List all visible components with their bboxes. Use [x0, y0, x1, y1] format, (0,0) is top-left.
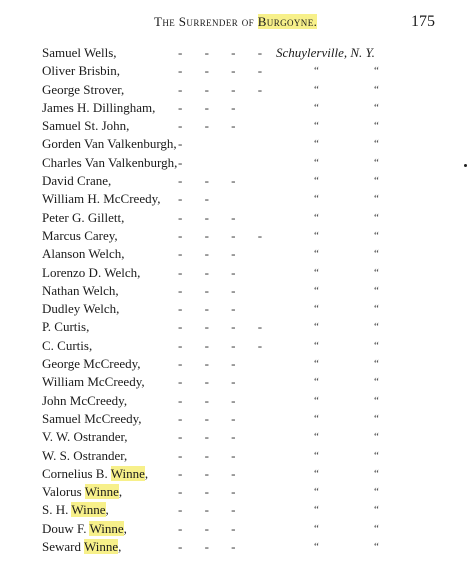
leader-dashes: - - -: [178, 392, 237, 408]
ditto-mark: “: [374, 541, 379, 554]
ditto-mark: “: [374, 193, 379, 206]
person-name-text: David Crane,: [42, 173, 112, 189]
ditto-mark: “: [314, 120, 319, 133]
list-row: [0, 227, 470, 245]
leader-dashes: - - -: [178, 465, 237, 481]
person-name: [42, 483, 122, 501]
ditto-mark: “: [374, 266, 379, 279]
person-name: [42, 465, 148, 483]
person-name: [42, 392, 127, 410]
ditto-mark: “: [374, 394, 379, 407]
leader-dashes: - - - -: [178, 81, 264, 97]
person-name: [42, 264, 140, 282]
ditto-mark: “: [314, 358, 319, 371]
ditto-mark: “: [314, 504, 319, 517]
print-speck: [464, 164, 467, 167]
list-row: [0, 373, 470, 391]
person-name: [42, 318, 89, 336]
leader-dashes: - - -: [178, 502, 237, 518]
person-name: [42, 62, 120, 80]
ditto-mark: “: [374, 339, 379, 352]
person-name: [42, 154, 177, 172]
ditto-mark: “: [374, 120, 379, 133]
person-name: [42, 209, 124, 227]
list-row: [0, 520, 470, 538]
ditto-mark: “: [374, 101, 379, 114]
person-name: [42, 227, 118, 245]
ditto-mark: “: [374, 376, 379, 389]
ditto-mark: “: [314, 138, 319, 151]
ditto-mark: “: [374, 522, 379, 535]
list-row: [0, 501, 470, 519]
person-name-text: Seward: [42, 539, 81, 555]
person-name: [42, 282, 119, 300]
person-name-text: Lorenzo D. Welch,: [42, 264, 141, 280]
leader-dashes: - - -: [178, 520, 237, 536]
leader-dashes: - - -: [178, 173, 237, 189]
person-name-text: Valorus: [42, 484, 82, 500]
list-row: [0, 81, 470, 99]
ditto-mark: “: [314, 266, 319, 279]
ditto-mark: “: [374, 248, 379, 261]
ditto-mark: “: [374, 486, 379, 499]
ditto-mark: “: [374, 211, 379, 224]
ditto-mark: “: [314, 65, 319, 78]
running-title: [154, 14, 317, 30]
person-name: [42, 117, 129, 135]
person-name-text: Douw F.: [42, 520, 87, 536]
person-name: [42, 410, 142, 428]
list-row: [0, 264, 470, 282]
list-row: [0, 392, 470, 410]
ditto-mark: “: [314, 376, 319, 389]
person-name-text: Nathan Welch,: [42, 282, 119, 298]
list-row: [0, 154, 470, 172]
person-name: [42, 337, 92, 355]
list-row: [0, 172, 470, 190]
ditto-mark: “: [314, 248, 319, 261]
leader-dashes: - - -: [178, 282, 237, 298]
leader-dashes: - - -: [178, 301, 237, 317]
person-name-text: John McCreedy,: [42, 392, 128, 408]
list-row: [0, 282, 470, 300]
person-name-text: Samuel Wells,: [42, 45, 117, 60]
leader-dashes: - - -: [178, 264, 237, 280]
leader-dashes: - - - -: [178, 45, 264, 60]
highlighted-surname: Winne: [89, 520, 124, 536]
person-name: [42, 172, 111, 190]
person-name-text: Marcus Carey,: [42, 227, 118, 243]
list-row: [0, 428, 470, 446]
person-name-text: Samuel McCreedy,: [42, 410, 142, 426]
person-name-text: C. Curtis,: [42, 337, 93, 353]
ditto-mark: “: [374, 229, 379, 242]
leader-dashes: - - -: [178, 209, 237, 225]
list-row: [0, 337, 470, 355]
page-header: [0, 14, 470, 36]
ditto-mark: “: [374, 412, 379, 425]
person-name: [42, 190, 161, 208]
person-name-text: George McCreedy,: [42, 356, 141, 372]
ditto-mark: “: [314, 339, 319, 352]
list-row: [0, 318, 470, 336]
name-suffix: ,: [123, 520, 127, 536]
person-name-text: Charles Van Valkenburgh,: [42, 154, 178, 170]
ditto-mark: “: [314, 486, 319, 499]
ditto-mark: “: [374, 504, 379, 517]
ditto-mark: “: [374, 449, 379, 462]
list-row: [0, 465, 470, 483]
ditto-mark: “: [314, 449, 319, 462]
person-name-text: W. S. Ostrander,: [42, 447, 128, 463]
leader-dashes: -: [178, 154, 184, 170]
highlighted-surname: Winne: [84, 539, 119, 555]
ditto-mark: “: [374, 156, 379, 169]
running-title-text: The Surrender of: [154, 14, 255, 29]
person-name: [42, 99, 155, 117]
list-row: [0, 447, 470, 465]
ditto-mark: “: [314, 303, 319, 316]
ditto-mark: “: [314, 101, 319, 114]
ditto-mark: “: [314, 412, 319, 425]
ditto-mark: “: [314, 394, 319, 407]
person-name: [42, 373, 145, 391]
person-name-text: Samuel St. John,: [42, 118, 130, 134]
leader-dashes: - - -: [178, 429, 237, 445]
list-row: [0, 300, 470, 318]
person-name-text: William McCreedy,: [42, 374, 145, 390]
person-name-text: Alanson Welch,: [42, 246, 125, 262]
person-name-text: Cornelius B.: [42, 465, 108, 481]
ditto-mark: “: [374, 467, 379, 480]
ditto-mark: “: [314, 83, 319, 96]
ditto-mark: “: [314, 211, 319, 224]
person-name: [42, 300, 119, 318]
ditto-mark: “: [314, 522, 319, 535]
person-name-text: William H. McCreedy,: [42, 191, 161, 207]
person-name-text: V. W. Ostrander,: [42, 429, 128, 445]
leader-dashes: - - -: [178, 246, 237, 262]
person-name: [42, 81, 124, 99]
list-row: [0, 190, 470, 208]
name-list: [0, 44, 470, 556]
list-row: [0, 62, 470, 80]
person-name-text: James H. Dillingham,: [42, 99, 156, 115]
person-name-text: Oliver Brisbin,: [42, 63, 120, 79]
leader-dashes: -: [178, 136, 184, 152]
name-suffix: ,: [118, 484, 123, 500]
person-name-text: P. Curtis,: [42, 319, 90, 335]
ditto-mark: “: [374, 175, 379, 188]
person-name: [42, 355, 141, 373]
person-name-text: Dudley Welch,: [42, 301, 120, 317]
leader-dashes: - - -: [178, 539, 237, 555]
ditto-mark: “: [374, 138, 379, 151]
leader-dashes: - - -: [178, 356, 237, 372]
highlighted-surname: Winne: [71, 502, 106, 518]
leader-dashes: - - -: [178, 118, 237, 134]
leader-dashes: - - - -: [178, 63, 264, 79]
person-name: [42, 44, 117, 62]
leader-dashes: - - -: [178, 484, 237, 500]
page-number: 175: [411, 13, 435, 30]
leader-dashes: - - - -: [178, 227, 264, 243]
name-suffix: ,: [118, 539, 122, 555]
list-row: [0, 209, 470, 227]
person-name: [42, 428, 128, 446]
ditto-mark: “: [374, 83, 379, 96]
ditto-mark: “: [314, 156, 319, 169]
person-name: [42, 520, 127, 538]
person-name: [42, 135, 177, 153]
list-row: [0, 410, 470, 428]
leader-dashes: - - -: [178, 99, 237, 115]
person-name-text: Gorden Van Valkenburgh,: [42, 136, 177, 152]
person-name: [42, 447, 127, 465]
ditto-mark: “: [374, 321, 379, 334]
list-row: [0, 483, 470, 501]
ditto-mark: “: [314, 175, 319, 188]
running-title-highlight: Burgoyne.: [257, 14, 318, 29]
ditto-mark: “: [314, 321, 319, 334]
ditto-mark: “: [314, 193, 319, 206]
leader-dashes: - - - -: [178, 337, 264, 353]
name-suffix: ,: [144, 465, 149, 481]
leader-dashes: - - -: [178, 447, 237, 463]
name-suffix: ,: [105, 502, 109, 518]
list-row: [0, 355, 470, 373]
ditto-mark: “: [374, 303, 379, 316]
person-name: [42, 538, 121, 556]
list-row: [0, 44, 470, 62]
leader-dashes: - - -: [178, 374, 237, 390]
ditto-mark: “: [314, 541, 319, 554]
ditto-mark: “: [314, 431, 319, 444]
list-row: [0, 135, 470, 153]
leader-dashes: - - - -: [178, 319, 264, 335]
leader-dashes: - -: [178, 191, 210, 207]
ditto-mark: “: [374, 358, 379, 371]
list-row: [0, 245, 470, 263]
ditto-mark: “: [314, 229, 319, 242]
ditto-mark: “: [314, 467, 319, 480]
ditto-mark: “: [374, 65, 379, 78]
list-row: [0, 117, 470, 135]
list-row: [0, 538, 470, 556]
highlighted-surname: Winne: [110, 465, 145, 481]
ditto-mark: “: [314, 284, 319, 297]
ditto-mark: “: [374, 284, 379, 297]
leader-dashes: - - -: [178, 410, 237, 426]
highlighted-surname: Winne: [84, 484, 119, 500]
person-name-text: George Strover,: [42, 81, 125, 97]
person-name-text: S. H.: [42, 502, 69, 518]
list-row: [0, 99, 470, 117]
ditto-mark: “: [374, 431, 379, 444]
person-name: [42, 501, 109, 519]
person-name-text: Peter G. Gillett,: [42, 209, 125, 225]
person-name: [42, 245, 124, 263]
place-name: Schuylerville, N. Y.: [276, 45, 375, 60]
